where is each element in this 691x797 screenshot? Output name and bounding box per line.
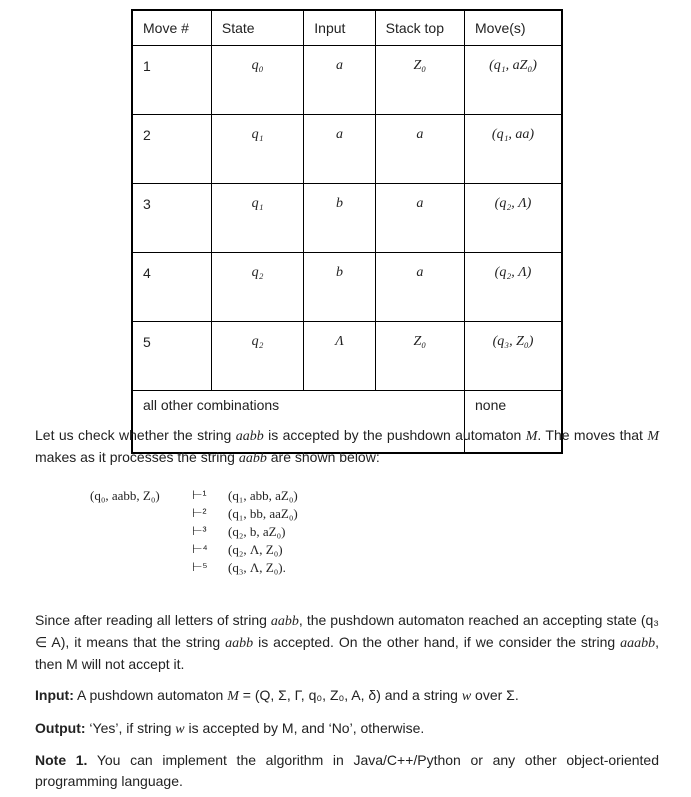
- cell-move: 5: [132, 322, 211, 391]
- table-row: [132, 322, 562, 391]
- cell-other-result: none: [465, 391, 562, 454]
- header-stack-top: Stack top: [375, 10, 464, 46]
- cell-stack: Z₀: [375, 322, 464, 391]
- output-line: Output: ‘Yes’, if string w is accepted by M, and ‘No’, otherwise.: [35, 720, 425, 737]
- cell-state: q₂: [211, 253, 303, 322]
- config-1: (q₁, abb, aZ₀): [228, 488, 298, 503]
- since-paragraph: Since after reading all letters of string aabb, the pushdown automaton reached an accepting state (q₃ ∈ A), it means that the string aabb is accepted. On the other hand, if we consider the string aaabb, then M will not accept it.: [35, 612, 660, 672]
- table-row: [132, 253, 562, 322]
- table-row: [132, 46, 562, 115]
- cell-result: (q₁, aZ₀): [465, 46, 562, 115]
- config-3: (q₂, b, aZ₀): [228, 524, 286, 539]
- cell-move: 1: [132, 46, 211, 115]
- cell-state: q₁: [211, 115, 303, 184]
- turnstile-5: ⊢⁵: [192, 560, 208, 574]
- cell-other-label: all other combinations: [132, 391, 465, 454]
- input-line: Input: A pushdown automaton M = (Q, Σ, Γ, q₀, Z₀, A, δ) and a string w over Σ.: [35, 687, 519, 704]
- cell-input: b: [304, 184, 375, 253]
- moves-table: [131, 9, 563, 454]
- cell-result: (q₂, Λ): [465, 184, 562, 253]
- cell-move: 3: [132, 184, 211, 253]
- cell-stack: a: [375, 253, 464, 322]
- cell-state: q₁: [211, 184, 303, 253]
- cell-input: a: [304, 46, 375, 115]
- cell-state: q₂: [211, 322, 303, 391]
- cell-result: (q₂, Λ): [465, 253, 562, 322]
- header-moves: Move(s): [465, 10, 562, 46]
- turnstile-3: ⊢³: [192, 524, 207, 538]
- header-move: Move #: [132, 10, 211, 46]
- cell-stack: a: [375, 115, 464, 184]
- header-input: Input: [304, 10, 375, 46]
- table-row: [132, 115, 562, 184]
- table-row: [132, 184, 562, 253]
- cell-move: 4: [132, 253, 211, 322]
- cell-stack: Z₀: [375, 46, 464, 115]
- cell-stack: a: [375, 184, 464, 253]
- cell-result: (q₃, Z₀): [465, 322, 562, 391]
- turnstile-1: ⊢¹: [192, 488, 207, 502]
- cell-input: Λ: [304, 322, 375, 391]
- config-2: (q₁, bb, aaZ₀): [228, 506, 298, 521]
- turnstile-4: ⊢⁴: [192, 542, 208, 556]
- turnstile-2: ⊢²: [192, 506, 207, 520]
- trace-start: (q₀, aabb, Z₀): [90, 488, 160, 503]
- header-state: State: [211, 10, 303, 46]
- cell-move: 2: [132, 115, 211, 184]
- config-4: (q₂, Λ, Z₀): [228, 542, 283, 557]
- cell-result: (q₁, aa): [465, 115, 562, 184]
- cell-input: b: [304, 253, 375, 322]
- note-paragraph: Note 1. You can implement the algorithm in Java/C++/Python or any other object-oriented programming language.: [35, 752, 659, 789]
- table-header-row: [132, 10, 562, 46]
- cell-state: q₀: [211, 46, 303, 115]
- config-5: (q₃, Λ, Z₀).: [228, 560, 286, 575]
- cell-input: a: [304, 115, 375, 184]
- intro-paragraph: Let us check whether the string aabb is accepted by the pushdown automaton M. The moves that M makes as it processes the string aabb are shown below:: [35, 427, 659, 466]
